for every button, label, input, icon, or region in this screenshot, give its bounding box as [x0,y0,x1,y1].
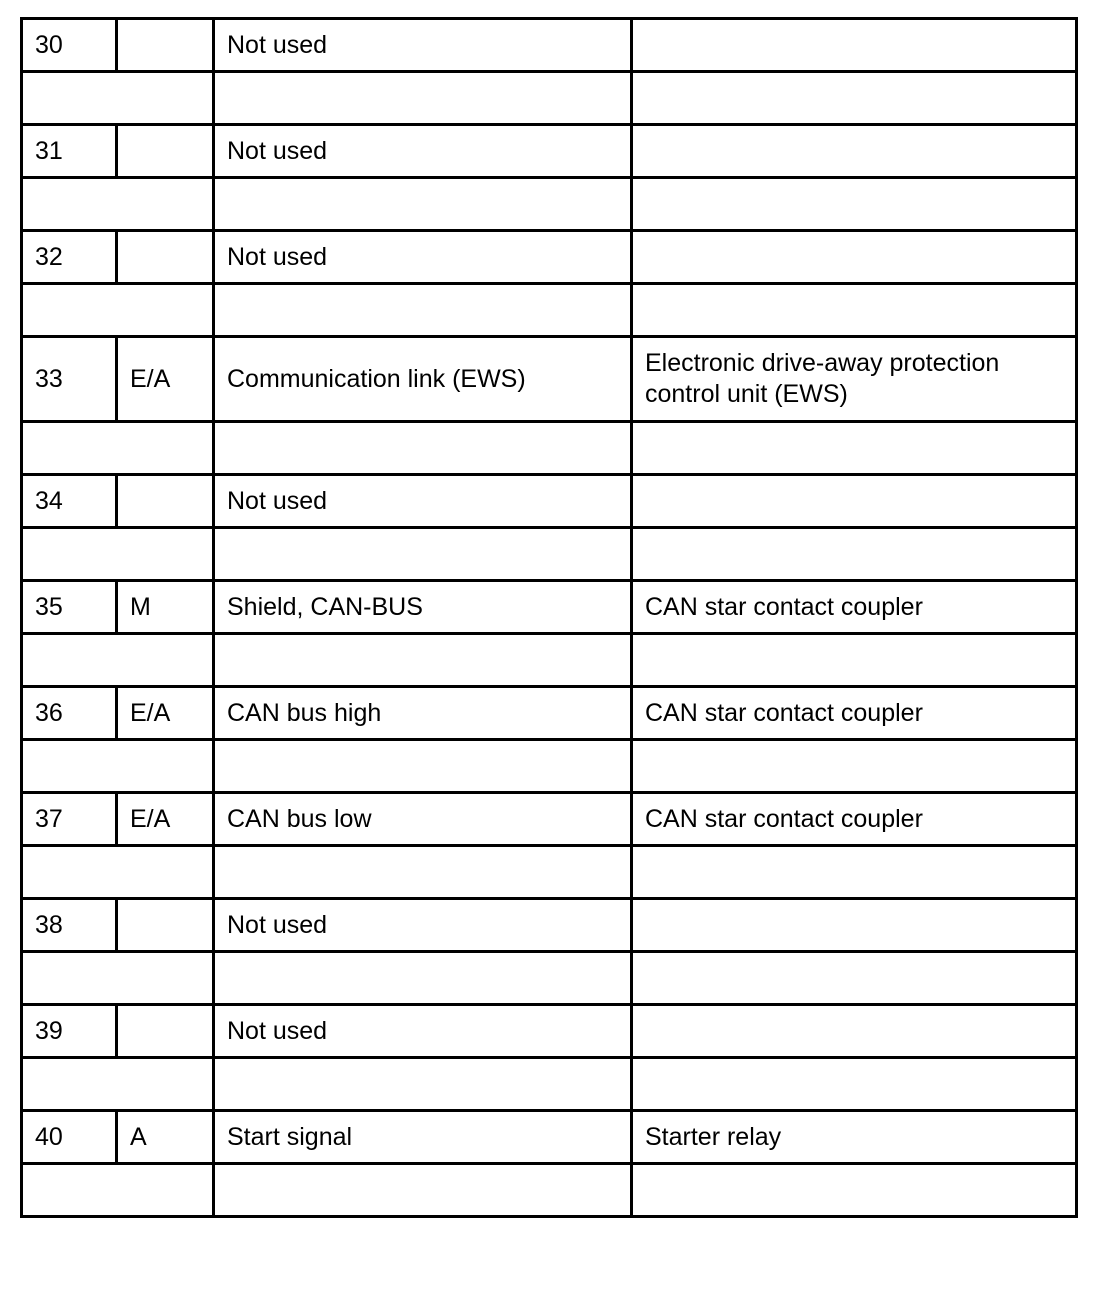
pin-assignment-table [20,17,1078,1218]
empty-cell [22,634,214,687]
pin-number-cell: 38 [22,899,117,952]
empty-cell [214,72,632,125]
empty-cell [214,740,632,793]
signal-type-cell: A [117,1111,214,1164]
pin-number-cell: 31 [22,125,117,178]
empty-cell [632,284,1077,337]
empty-cell [214,1058,632,1111]
signal-type-cell [117,899,214,952]
signal-type-cell: E/A [117,337,214,422]
empty-cell [214,1164,632,1217]
destination-cell: Electronic drive-away protection control unit (EWS) [632,337,1077,422]
function-cell: Shield, CAN-BUS [214,581,632,634]
pin-number-cell: 37 [22,793,117,846]
table-row [22,1111,1077,1164]
destination-cell [632,899,1077,952]
table-row [22,125,1077,178]
empty-cell [632,72,1077,125]
table-row [22,899,1077,952]
destination-cell [632,231,1077,284]
empty-cell [22,422,214,475]
spacer-row [22,740,1077,793]
destination-cell: CAN star contact coupler [632,687,1077,740]
empty-cell [22,72,214,125]
pin-number-cell: 30 [22,19,117,72]
function-cell: CAN bus high [214,687,632,740]
spacer-row [22,284,1077,337]
function-cell: CAN bus low [214,793,632,846]
spacer-row [22,1058,1077,1111]
empty-cell [22,952,214,1005]
destination-cell: CAN star contact coupler [632,793,1077,846]
signal-type-cell [117,475,214,528]
empty-cell [22,178,214,231]
empty-cell [22,528,214,581]
empty-cell [632,846,1077,899]
empty-cell [22,1164,214,1217]
empty-cell [214,284,632,337]
pin-number-cell: 35 [22,581,117,634]
pin-number-cell: 36 [22,687,117,740]
spacer-row [22,952,1077,1005]
empty-cell [632,1164,1077,1217]
spacer-row [22,846,1077,899]
signal-type-cell: E/A [117,687,214,740]
empty-cell [632,1058,1077,1111]
empty-cell [214,846,632,899]
table-row [22,687,1077,740]
table-row [22,475,1077,528]
destination-cell [632,19,1077,72]
spacer-row [22,422,1077,475]
empty-cell [22,284,214,337]
table-row [22,581,1077,634]
signal-type-cell [117,125,214,178]
empty-cell [214,952,632,1005]
table-row [22,19,1077,72]
pin-number-cell: 33 [22,337,117,422]
empty-cell [632,422,1077,475]
spacer-row [22,1164,1077,1217]
signal-type-cell [117,231,214,284]
spacer-row [22,634,1077,687]
signal-type-cell [117,1005,214,1058]
destination-cell: CAN star contact coupler [632,581,1077,634]
function-cell: Start signal [214,1111,632,1164]
empty-cell [22,846,214,899]
table-row [22,337,1077,422]
destination-cell: Starter relay [632,1111,1077,1164]
spacer-row [22,178,1077,231]
empty-cell [214,178,632,231]
pin-number-cell: 32 [22,231,117,284]
table-row [22,793,1077,846]
spacer-row [22,528,1077,581]
function-cell: Communication link (EWS) [214,337,632,422]
pin-number-cell: 39 [22,1005,117,1058]
table-row [22,231,1077,284]
pin-number-cell: 34 [22,475,117,528]
destination-cell [632,475,1077,528]
empty-cell [632,178,1077,231]
function-cell: Not used [214,19,632,72]
function-cell: Not used [214,899,632,952]
signal-type-cell: M [117,581,214,634]
pin-table-body [22,19,1077,1217]
empty-cell [632,634,1077,687]
function-cell: Not used [214,1005,632,1058]
destination-cell [632,125,1077,178]
function-cell: Not used [214,231,632,284]
empty-cell [214,634,632,687]
function-cell: Not used [214,475,632,528]
empty-cell [632,952,1077,1005]
empty-cell [632,528,1077,581]
empty-cell [214,528,632,581]
pin-number-cell: 40 [22,1111,117,1164]
table-row [22,1005,1077,1058]
empty-cell [214,422,632,475]
signal-type-cell [117,19,214,72]
spacer-row [22,72,1077,125]
empty-cell [22,1058,214,1111]
empty-cell [22,740,214,793]
destination-cell [632,1005,1077,1058]
empty-cell [632,740,1077,793]
function-cell: Not used [214,125,632,178]
signal-type-cell: E/A [117,793,214,846]
